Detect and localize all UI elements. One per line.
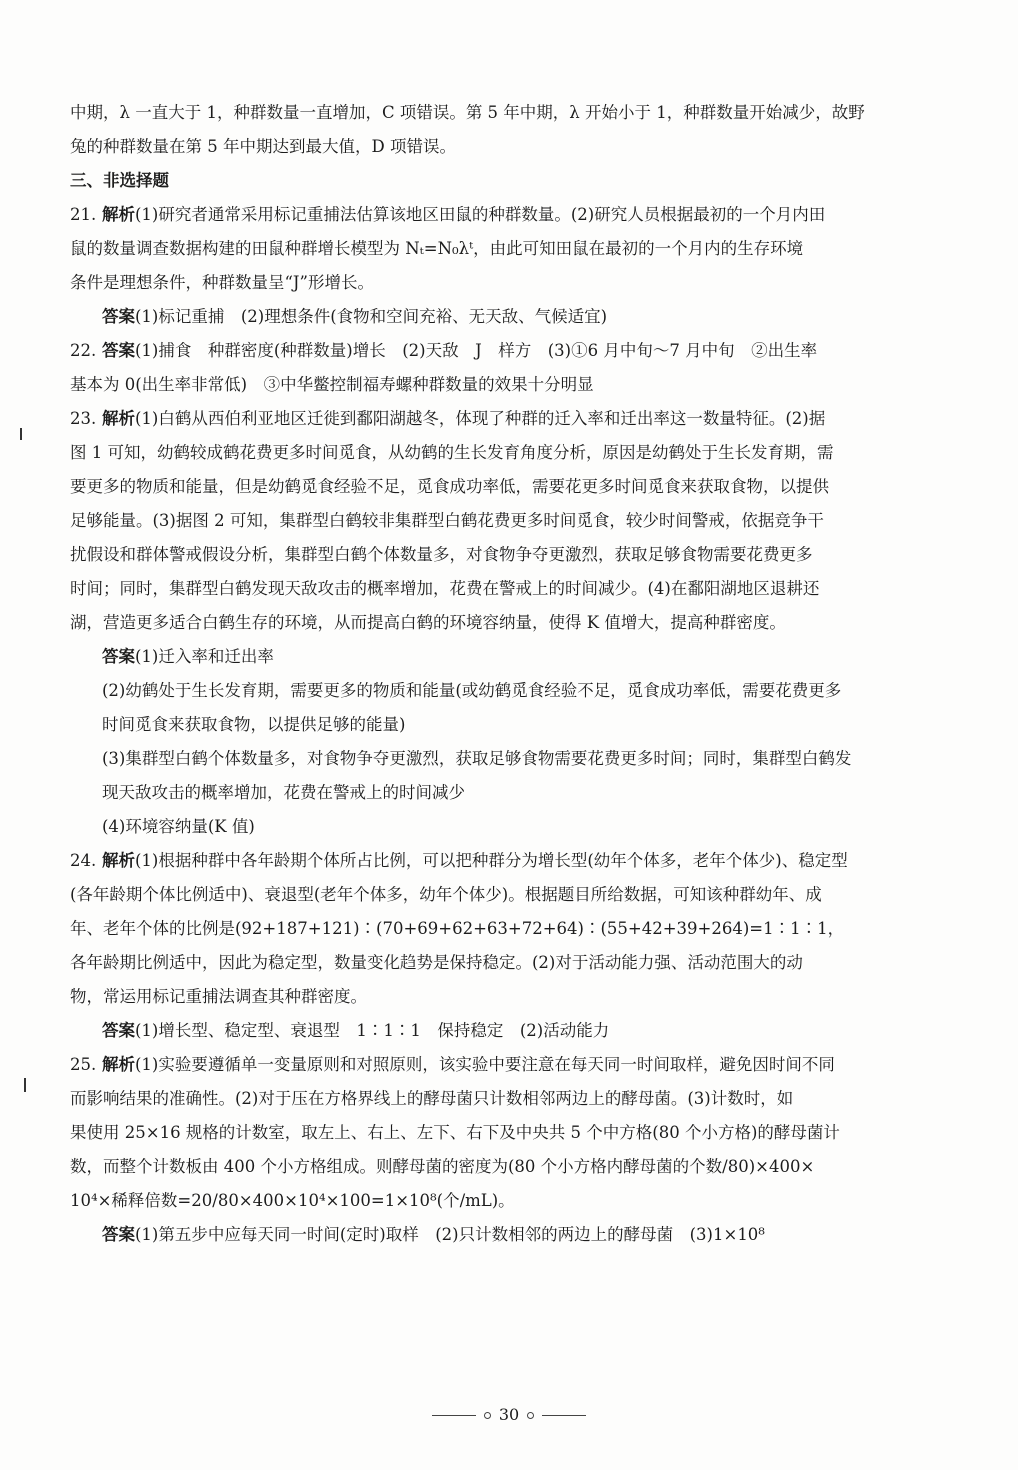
question-25 [70,1048,950,1082]
answer-text: (1)标记重捕 (2)理想条件(食物和空间充裕、无天敌、气候适宜) [135,307,608,326]
q24-analysis-line-5: 物，常运用标记重捕法调查其种群密度。 [70,987,367,1006]
intro-line-1: 中期，λ 一直大于 1，种群数量一直增加，C 项错误。第 5 年中期，λ 开始小于 1，种群数量开始减少，故野 [70,103,865,122]
answer-label: 答案 [102,341,135,360]
analysis-label: 解析 [102,1055,135,1074]
question-21 [70,198,950,232]
answer-text: (1)迁入率和迁出率 [135,647,274,666]
q25-analysis-line-4: 数，而整个计数板由 400 个小方格组成。则酵母菌的密度为(80 个小方格内酵母菌的个数/80)×400× [70,1157,815,1176]
answer-label: 答案 [102,647,135,666]
q23-answer-2-line-2: 时间觅食来获取食物，以提供足够的能量) [102,715,406,734]
scan-mark [20,428,22,440]
footer-rule-right [542,1415,586,1416]
q25-analysis-line-2: 而影响结果的准确性。(2)对于压在方格界线上的酵母菌只计数相邻两边上的酵母菌。(3)计数时，如 [70,1089,794,1108]
analysis-label: 解析 [102,205,135,224]
answer-label: 答案 [102,1021,135,1040]
q24-answer [70,1014,950,1048]
analysis-label: 解析 [102,409,135,428]
q24-analysis-line-2: (各年龄期个体比例适中)、衰退型(老年个体多，幼年个体少)。根据题目所给数据，可知该种群幼年、成 [70,885,822,904]
scan-mark [24,1078,26,1092]
q21-answer [70,300,950,334]
question-number: 22. [70,341,97,360]
question-number: 24. [70,851,97,870]
q24-analysis-line-3: 年、老年个体的比例是(92+187+121)∶(70+69+62+63+72+64)∶(55+42+39+264)=1∶1∶1， [70,919,845,938]
q23-answer-1 [70,640,950,674]
answer-text: (1)增长型、稳定型、衰退型 1∶1∶1 保持稳定 (2)活动能力 [135,1021,610,1040]
footer-rule-left [432,1415,476,1416]
q23-answer-3-line-2: 现天敌攻击的概率增加，花费在警戒上的时间减少 [102,783,465,802]
page-footer [0,1405,1018,1425]
intro-line-2: 兔的种群数量在第 5 年中期达到最大值，D 项错误。 [70,137,456,156]
q25-analysis-line-3: 果使用 25×16 规格的计数室，取左上、右上、左下、右下及中央共 5 个中方格(80 个小方格)的酵母菌计 [70,1123,840,1142]
analysis-text: (1)根据种群中各年龄期个体所占比例，可以把种群分为增长型(幼年个体多，老年个体少)、稳定型 [135,851,848,870]
q23-analysis-line-3: 要更多的物质和能量，但是幼鹤觅食经验不足，觅食成功率低，需要花更多时间觅食来获取食物，以提供 [70,477,829,496]
q23-analysis-line-6: 时间；同时，集群型白鹤发现天敌攻击的概率增加，花费在警戒上的时间减少。(4)在鄱阳湖地区退耕还 [70,579,820,598]
q25-answer [70,1218,950,1252]
analysis-text: (1)白鹤从西伯利亚地区迁徙到鄱阳湖越冬，体现了种群的迁入率和迁出率这一数量特征。(2)据 [135,409,826,428]
analysis-text: (1)实验要遵循单一变量原则和对照原则，该实验中要注意在每天同一时间取样，避免因时间不同 [135,1055,835,1074]
q25-analysis-line-5: 10⁴×稀释倍数=20/80×400×10⁴×100=1×10⁸(个/mL)。 [70,1191,515,1210]
q21-analysis-line-2: 鼠的数量调查数据构建的田鼠种群增长模型为 Nₜ=N₀λᵗ，由此可知田鼠在最初的一个月内的生存环境 [70,239,804,258]
q23-analysis-line-2: 图 1 可知，幼鹤较成鹤花费更多时间觅食，从幼鹤的生长发育角度分析，原因是幼鹤处于生长发育期，需 [70,443,834,462]
question-number: 25. [70,1055,97,1074]
q23-analysis-line-5: 扰假设和群体警戒假设分析，集群型白鹤个体数量多，对食物争夺更激烈，获取足够食物需要花费更多 [70,545,813,564]
q24-analysis-line-4: 各年龄期比例适中，因此为稳定型，数量变化趋势是保持稳定。(2)对于活动能力强、活动范围大的动 [70,953,803,972]
analysis-text: (1)研究者通常采用标记重捕法估算该地区田鼠的种群数量。(2)研究人员根据最初的一个月内田 [135,205,826,224]
question-24 [70,844,950,878]
section-heading: 三、非选择题 [70,171,169,190]
answer-label: 答案 [102,1225,135,1244]
q23-answer-4: (4)环境容纳量(K 值) [102,817,255,836]
q23-analysis-line-7: 湖，营造更多适合白鹤生存的环境，从而提高白鹤的环境容纳量，使得 K 值增大，提高种群密度。 [70,613,786,632]
answer-text: (1)捕食 种群密度(种群数量)增长 (2)天敌 J 样方 (3)①6 月中旬～7 月中旬 ②出生率 [135,341,818,360]
footer-dot-right [527,1412,534,1419]
question-22 [70,334,950,368]
q22-answer-line-2: 基本为 0(出生率非常低) ③中华鳖控制福寿螺种群数量的效果十分明显 [70,375,594,394]
page-content [70,96,950,1252]
answer-text: (1)第五步中应每天同一时间(定时)取样 (2)只计数相邻的两边上的酵母菌 (3)1×10⁸ [135,1225,765,1244]
q23-answer-3-line-1: (3)集群型白鹤个体数量多，对食物争夺更激烈，获取足够食物需要花费更多时间；同时，集群型白鹤发 [102,749,852,768]
question-number: 21. [70,205,97,224]
question-23 [70,402,950,436]
q21-analysis-line-3: 条件是理想条件，种群数量呈“J”形增长。 [70,273,374,292]
q23-answer-2-line-1: (2)幼鹤处于生长发育期，需要更多的物质和能量(或幼鹤觅食经验不足，觅食成功率低，需要花费更多 [102,681,842,700]
answer-label: 答案 [102,307,135,326]
q23-analysis-line-4: 足够能量。(3)据图 2 可知，集群型白鹤较非集群型白鹤花费更多时间觅食，较少时间警戒，依据竞争干 [70,511,824,530]
footer-dot-left [484,1412,491,1419]
question-number: 23. [70,409,97,428]
analysis-label: 解析 [102,851,135,870]
page-number: 30 [498,1405,520,1424]
